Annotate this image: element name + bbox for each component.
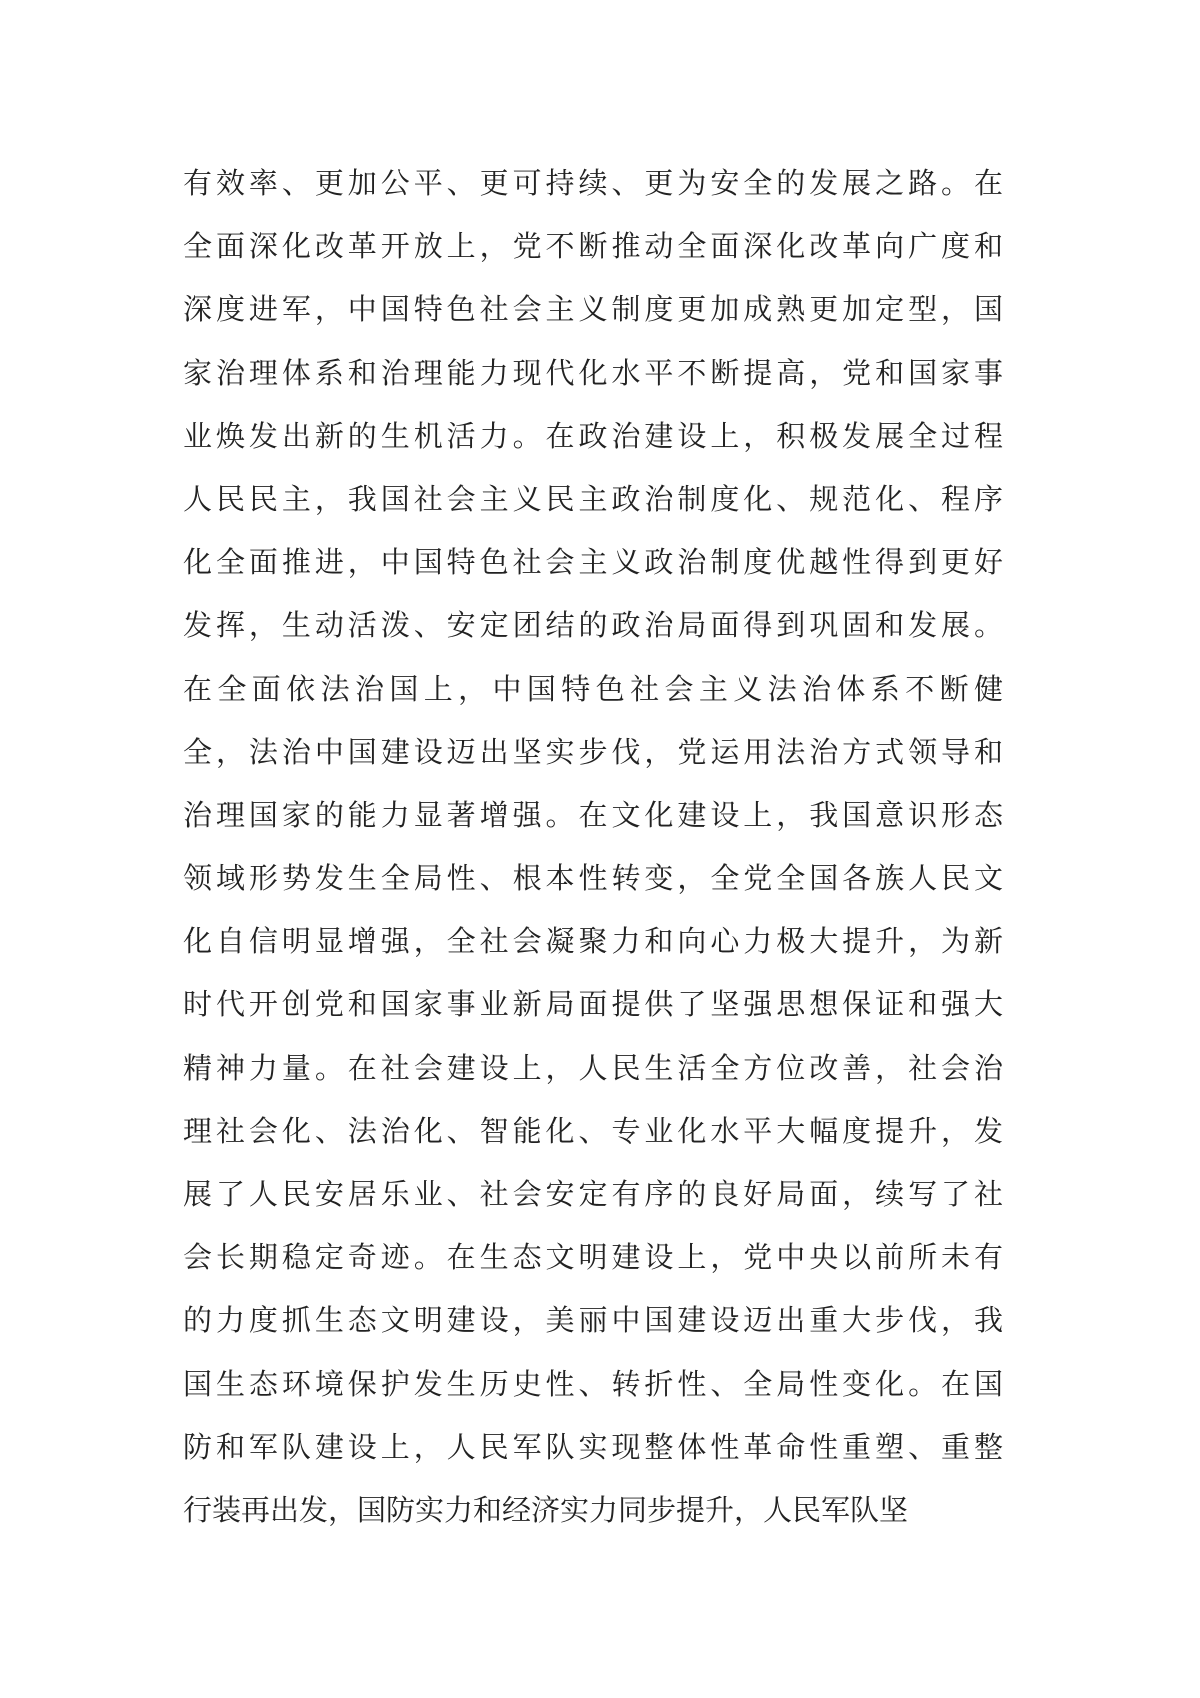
- text-line-2: 全面深化改革开放上，党不断推动全面深化改革向广度和: [183, 229, 1003, 264]
- text-line-14: 时代开创党和国家事业新局面提供了坚强思想保证和强大: [183, 987, 1003, 1022]
- text-line-13: 化自信明显增强，全社会凝聚力和向心力极大提升，为新: [183, 924, 1003, 959]
- text-line-3: 深度进军，中国特色社会主义制度更加成熟更加定型，国: [183, 292, 1003, 327]
- text-line-10: 全，法治中国建设迈出坚实步伐，党运用法治方式领导和: [183, 734, 1003, 769]
- text-line-22: 行装再出发，国防实力和经济实力同步提升，人民军队坚: [183, 1492, 909, 1527]
- text-line-6: 人民民主，我国社会主义民主政治制度化、规范化、程序: [183, 481, 1003, 516]
- text-line-1: 有效率、更加公平、更可持续、更为安全的发展之路。在: [183, 166, 1003, 200]
- text-line-5: 业焕发出新的生机活力。在政治建设上，积极发展全过程: [183, 418, 1003, 453]
- text-line-11: 治理国家的能力显著增强。在文化建设上，我国意识形态: [183, 797, 1003, 832]
- text-line-21: 防和军队建设上，人民军队实现整体性革命性重塑、重整: [183, 1429, 1003, 1464]
- text-line-19: 的力度抓生态文明建设，美丽中国建设迈出重大步伐，我: [183, 1303, 1003, 1338]
- text-line-8: 发挥，生动活泼、安定团结的政治局面得到巩固和发展。: [183, 608, 1003, 643]
- text-line-18: 会长期稳定奇迹。在生态文明建设上，党中央以前所未有: [183, 1240, 1003, 1275]
- text-line-7: 化全面推进，中国特色社会主义政治制度优越性得到更好: [183, 545, 1003, 580]
- text-line-20: 国生态环境保护发生历史性、转折性、全局性变化。在国: [183, 1366, 1003, 1401]
- text-line-12: 领域形势发生全局性、根本性转变，全党全国各族人民文: [183, 861, 1003, 896]
- text-line-16: 理社会化、法治化、智能化、专业化水平大幅度提升，发: [183, 1113, 1003, 1148]
- text-line-17: 展了人民安居乐业、社会安定有序的良好局面，续写了社: [183, 1177, 1003, 1211]
- text-line-4: 家治理体系和治理能力现代化水平不断提高，党和国家事: [183, 355, 1003, 390]
- body-paragraph: [183, 152, 1003, 1542]
- text-line-15: 精神力量。在社会建设上，人民生活全方位改善，社会治: [183, 1050, 1003, 1085]
- text-line-9: 在全面依法治国上，中国特色社会主义法治体系不断健: [183, 671, 1003, 706]
